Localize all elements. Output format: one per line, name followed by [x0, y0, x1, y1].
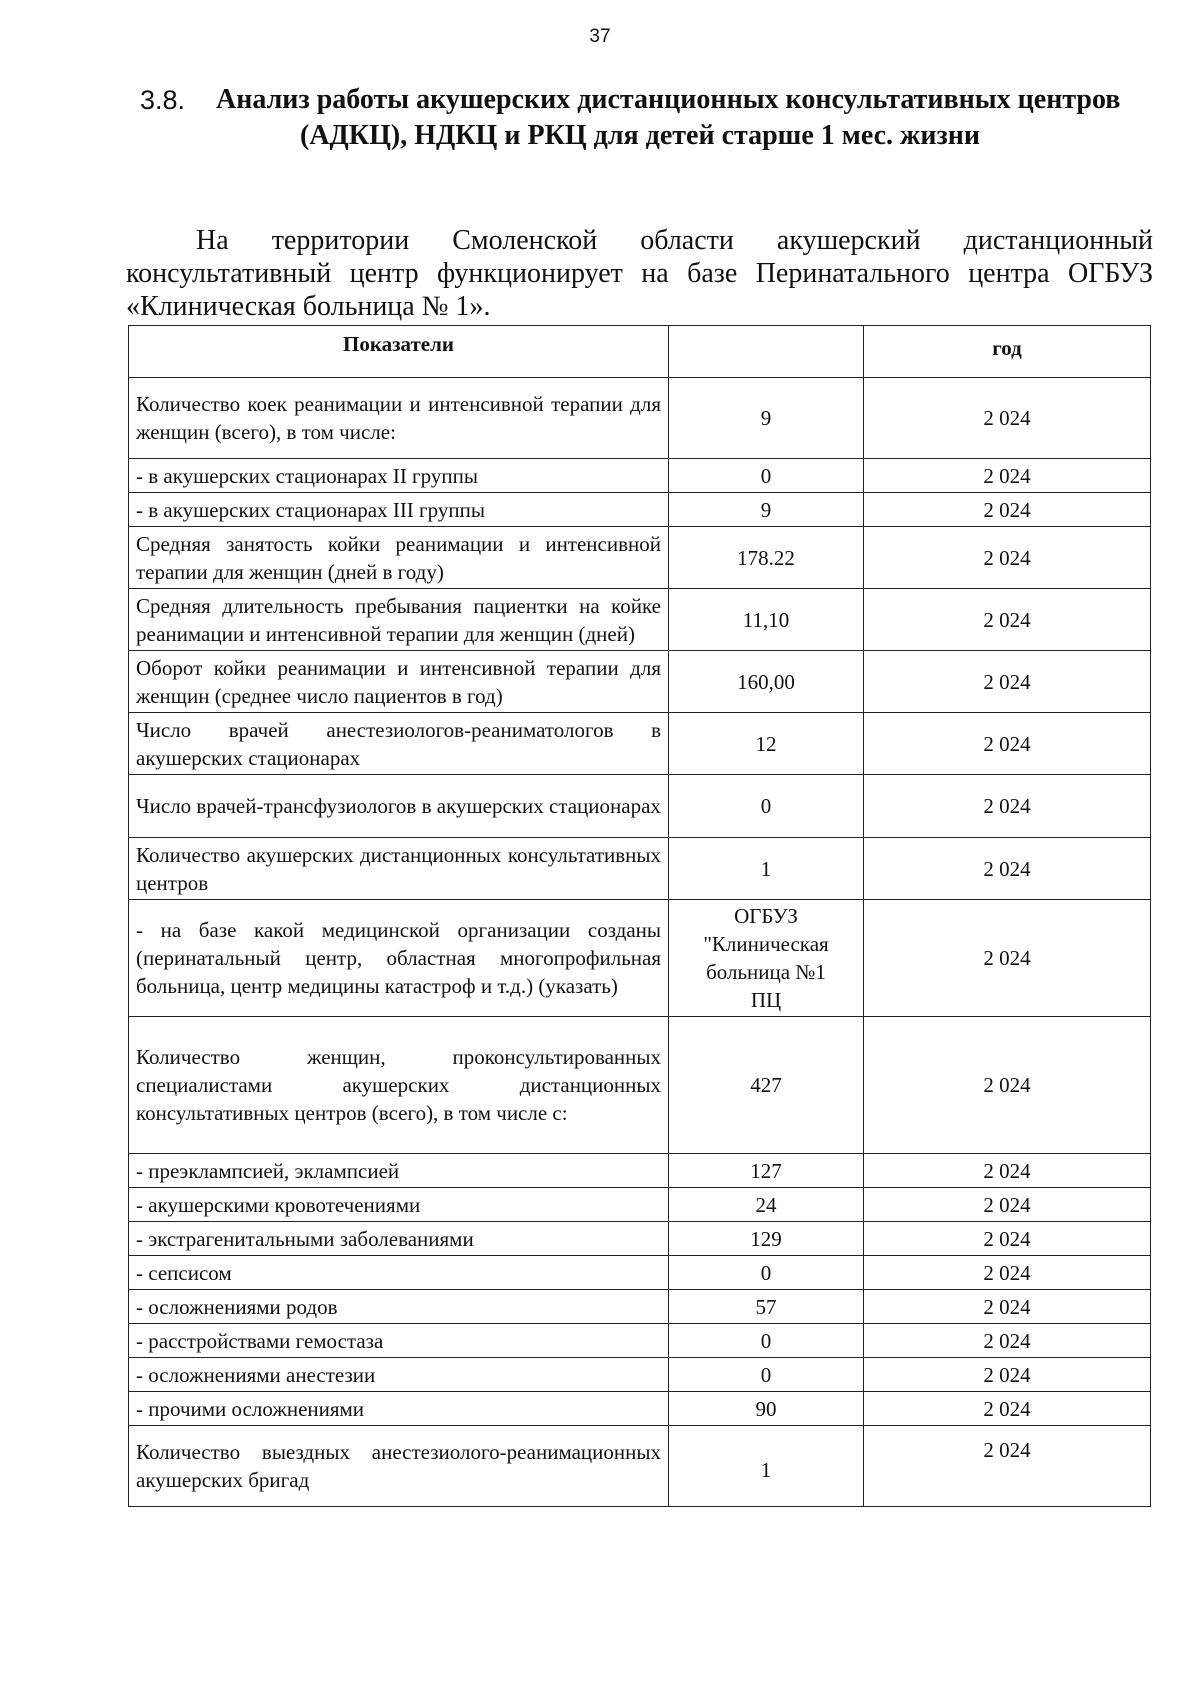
row-year: 2 024: [864, 1222, 1151, 1256]
row-value: 11,10: [669, 589, 864, 651]
table-row: [129, 589, 1151, 651]
row-year: 2 024: [864, 1188, 1151, 1222]
table-row: [129, 1188, 1151, 1222]
row-year: 2 024: [864, 527, 1151, 589]
row-value: 178.22: [669, 527, 864, 589]
row-label: Количество коек реанимации и интенсивной терапии для женщин (всего), в том числе:: [129, 378, 669, 459]
row-label: - акушерскими кровотечениями: [129, 1188, 669, 1222]
table-row: [129, 1358, 1151, 1392]
row-value: 0: [669, 775, 864, 838]
table-row: [129, 1392, 1151, 1426]
table-row: [129, 378, 1151, 459]
row-label: Число врачей-трансфузиологов в акушерских стационарах: [129, 775, 669, 838]
row-value: 90: [669, 1392, 864, 1426]
row-label: - расстройствами гемостаза: [129, 1324, 669, 1358]
row-year: 2 024: [864, 1017, 1151, 1154]
row-label: Число врачей анестезиологов-реаниматологов в акушерских стационарах: [129, 713, 669, 775]
row-year: 2 024: [864, 1358, 1151, 1392]
row-value: 9: [669, 493, 864, 527]
table-row: [129, 1154, 1151, 1188]
header-indicator: Показатели: [129, 326, 669, 378]
row-value: 0: [669, 1358, 864, 1392]
table-row: [129, 838, 1151, 900]
row-value: 1: [669, 1426, 864, 1507]
row-label: - прочими осложнениями: [129, 1392, 669, 1426]
row-value: ОГБУЗ "Клиническая больница №1 ПЦ: [669, 900, 864, 1017]
row-label: - на базе какой медицинской организации созданы (перинатальный центр, областная многопрофильная больница, центр медицины катастроф и т.д.) (указать): [129, 900, 669, 1017]
row-label: - осложнениями родов: [129, 1290, 669, 1324]
table-row: [129, 775, 1151, 838]
table-row: [129, 527, 1151, 589]
row-year: 2 024: [864, 1392, 1151, 1426]
table-row: [129, 651, 1151, 713]
row-value: 24: [669, 1188, 864, 1222]
row-value: 0: [669, 459, 864, 493]
header-year: год: [864, 326, 1151, 378]
table-row: [129, 1426, 1151, 1507]
table-row: [129, 1017, 1151, 1154]
table-row: [129, 900, 1151, 1017]
row-value: 57: [669, 1290, 864, 1324]
table-row: [129, 493, 1151, 527]
row-value: 9: [669, 378, 864, 459]
row-year: 2 024: [864, 1324, 1151, 1358]
row-value: 427: [669, 1017, 864, 1154]
row-year: 2 024: [864, 713, 1151, 775]
row-year: 2 024: [864, 775, 1151, 838]
row-value: 0: [669, 1324, 864, 1358]
row-year: 2 024: [864, 378, 1151, 459]
table-row: [129, 459, 1151, 493]
row-value: 129: [669, 1222, 864, 1256]
section-title-line-2: (АДКЦ), НДКЦ и РКЦ для детей старше 1 мес. жизни: [300, 120, 980, 151]
row-label: - в акушерских стационарах II группы: [129, 459, 669, 493]
header-value: [669, 326, 864, 378]
row-label: Оборот койки реанимации и интенсивной терапии для женщин (среднее число пациентов в год): [129, 651, 669, 713]
row-value: 127: [669, 1154, 864, 1188]
row-year: 2 024: [864, 493, 1151, 527]
row-label: - сепсисом: [129, 1256, 669, 1290]
intro-text: На территории Смоленской области акушерский дистанционный консультативный центр функционирует на базе Перинатального центра ОГБУЗ «Клиническая больница № 1».: [126, 225, 1153, 322]
row-year: 2 024: [864, 1290, 1151, 1324]
row-label: - преэклампсией, эклампсией: [129, 1154, 669, 1188]
row-year: 2 024: [864, 589, 1151, 651]
table-row: [129, 1324, 1151, 1358]
row-label: Средняя занятость койки реанимации и интенсивной терапии для женщин (дней в году): [129, 527, 669, 589]
row-label: Количество акушерских дистанционных консультативных центров: [129, 838, 669, 900]
row-label: Средняя длительность пребывания пациентки на койке реанимации и интенсивной терапии для женщин (дней): [129, 589, 669, 651]
section-title-line-1: Анализ работы акушерских дистанционных консультативных центров: [216, 84, 1121, 115]
row-label: - осложнениями анестезии: [129, 1358, 669, 1392]
row-value: 12: [669, 713, 864, 775]
row-value: 0: [669, 1256, 864, 1290]
row-year: 2 024: [864, 1154, 1151, 1188]
row-value: 1: [669, 838, 864, 900]
row-year: 2 024: [864, 1256, 1151, 1290]
page-number: 37: [589, 26, 611, 47]
table-header-row: [129, 326, 1151, 378]
section-number: 3.8.: [140, 85, 186, 115]
row-label: Количество выездных анестезиолого-реанимационных акушерских бригад: [129, 1426, 669, 1507]
row-value: 160,00: [669, 651, 864, 713]
row-year: 2 024: [864, 900, 1151, 1017]
table-row: [129, 1222, 1151, 1256]
row-label: - в акушерских стационарах III группы: [129, 493, 669, 527]
table-row: [129, 1290, 1151, 1324]
row-label: - экстрагенитальными заболеваниями: [129, 1222, 669, 1256]
row-year: 2 024: [864, 838, 1151, 900]
row-year: 2 024: [864, 459, 1151, 493]
intro-paragraph: [126, 224, 1153, 323]
table-row: [129, 713, 1151, 775]
row-year: 2 024: [864, 651, 1151, 713]
table-row: [129, 1256, 1151, 1290]
indicators-table: [128, 325, 1151, 1507]
row-year: 2 024: [864, 1426, 1151, 1507]
row-label: Количество женщин, проконсультированных специалистами акушерских дистанционных консультативных центров (всего), в том числе с:: [129, 1017, 669, 1154]
